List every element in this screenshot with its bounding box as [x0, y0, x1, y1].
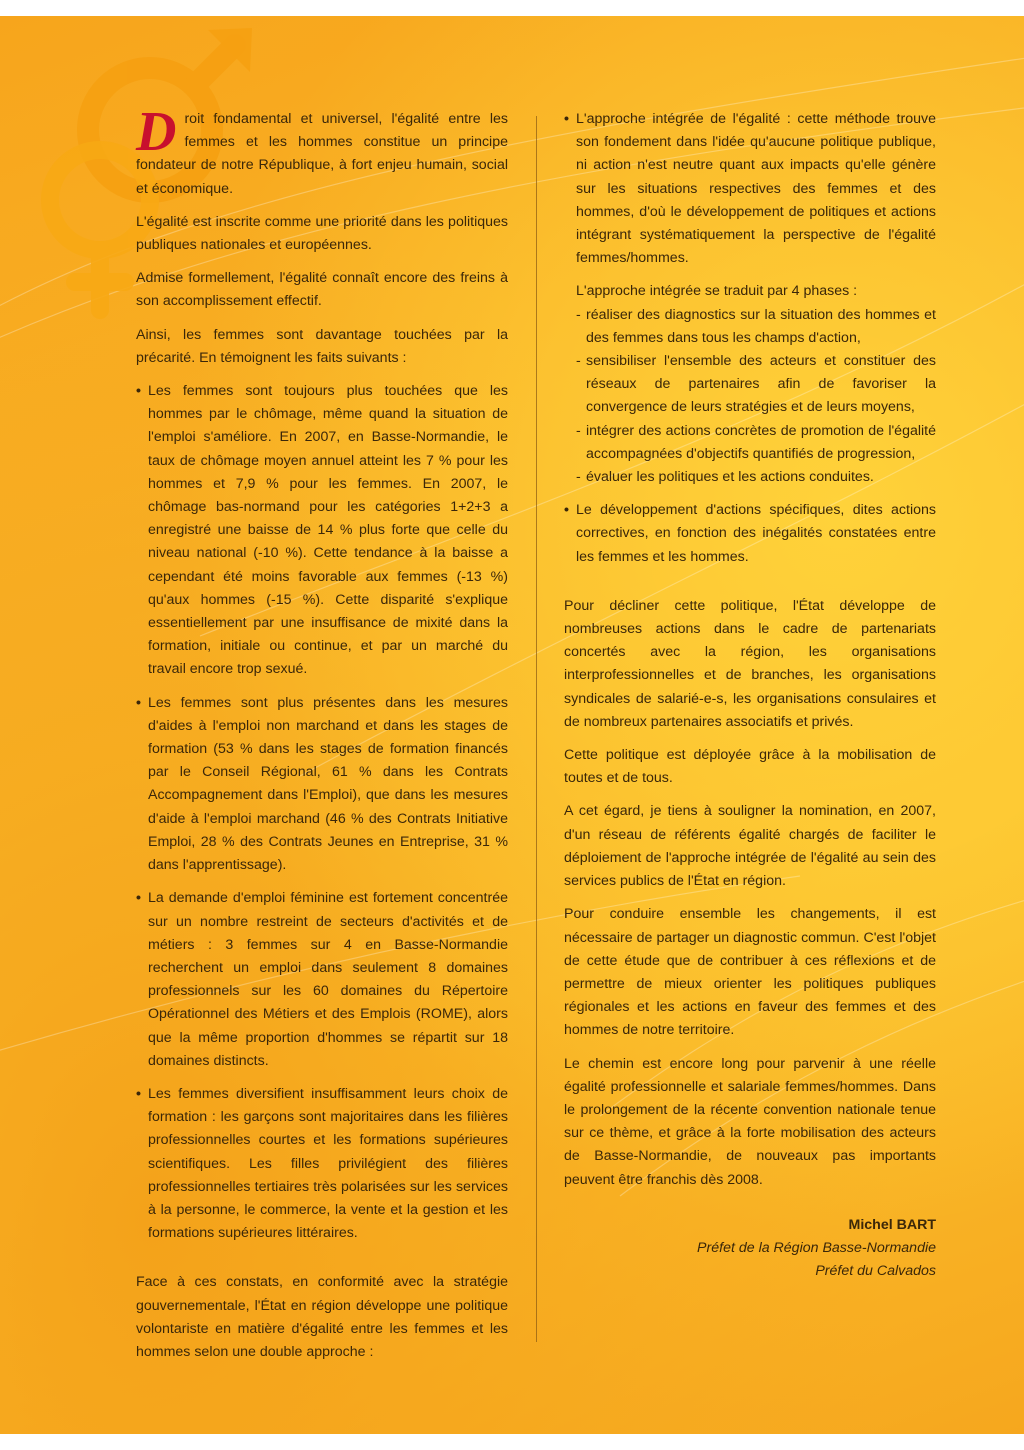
drop-cap: D [136, 101, 177, 163]
list-item: - intégrer des actions concrètes de promotion de l'égalité accompagnées d'objectifs quantifiés de progression, [564, 420, 936, 466]
column-divider [536, 116, 537, 1342]
paragraph-diagnostic: Pour conduire ensemble les changements, il est nécessaire de partager un diagnostic commun. C'est l'objet de cette étude que de contribuer à ces réflexions et de permettre de mieux orienter les politiques publiques régionales et les actions en faveur des femmes et des hommes de notre territoire. [564, 906, 936, 1039]
bullet-integrated-approach: • L'approche intégrée de l'égalité : cette méthode trouve son fondement dans l'idée qu'aucune politique publique, ni action n'est neutre quant aux impacts qu'elle génère sur les situations respectives des femmes et des hommes, d'où le développement de politiques et actions intégrant systématiquement la perspective de l'égalité femmes/hommes. [564, 108, 936, 270]
right-column [564, 108, 936, 1283]
intro-paragraph [136, 101, 508, 201]
paragraph-double-approach: Face à ces constats, en conformité avec la stratégie gouvernementale, l'État en région développe une politique volontariste en matière d'égalité entre les femmes et les hommes selon une double approche : [136, 1274, 508, 1360]
list-item: - sensibiliser l'ensemble des acteurs et constituer des réseaux de partenaires afin de favoriser la convergence de leurs stratégies et de leurs moyens, [564, 350, 936, 420]
paragraph-road-ahead: Le chemin est encore long pour parvenir à une réelle égalité professionnelle et salariale femmes/hommes. Dans le prolongement de la récente convention nationale tenue sur ce thème, et grâce à la forte mobilisation des acteurs de Basse-Normandie, de nouveaux pas importants peuvent être franchis dès 2008. [564, 1055, 936, 1188]
paragraph-partnerships: Pour décliner cette politique, l'État développe de nombreuses actions dans le cadre de partenariats concertés avec la région, les organisations interprofessionnelles et de branches, les organisations syndicales de salarié-e-s, les organisations consulaires et de nombreux partenaires associatifs et privés. [564, 597, 936, 730]
page-background [0, 16, 1024, 1434]
intro-text: roit fondamental et universel, l'égalité entre les femmes et les hommes constitue un principe fondateur de notre République, à fort enjeu humain, social et économique. [136, 111, 508, 197]
bullet-employment-aid: • Les femmes sont plus présentes dans les mesures d'aides à l'emploi non marchand et dans les stages de formation (53 % dans les stages de formation financés par le Conseil Régional, 61 % dans les Contrats Accompagnement dans l'Emploi), que dans les mesures d'aide à l'emploi marchand (46 % des Contrats Initiative Emploi, 28 % des Contrats Jeunes en Entreprise, 31 % dans l'apprentissage). [136, 692, 508, 878]
paragraph-obstacles: Admise formellement, l'égalité connaît encore des freins à son accomplissement effectif. [136, 270, 508, 310]
bullet-unemployment: • Les femmes sont toujours plus touchées que les hommes par le chômage, même quand la situation de l'emploi s'améliore. En 2007, en Basse-Normandie, le taux de chômage moyen annuel atteint les 7 % pour les hommes et 7,9 % pour les femmes. En 2007, le chômage bas-normand pour les catégories 1+2+3 a enregistré une baisse de 14 % plus forte que celle du niveau national (-10 %). Cette tendance à la baisse a cependant été moins favorable aux femmes (-13 %) qu'aux hommes (-15 %). Cette disparité s'explique essentiellement par une insuffisance de mixité dans la formation, initiale ou continue, et par un marché du travail encore trop sexué. [136, 380, 508, 682]
bullet-specific-actions: • Le développement d'actions spécifiques, dites actions correctives, en fonction des inégalités constatées entre les femmes et les hommes. [564, 499, 936, 569]
signature-title-department: Préfet du Calvados [815, 1263, 936, 1280]
paragraph-mobilisation: Cette politique est déployée grâce à la mobilisation de toutes et de tous. [564, 747, 936, 787]
signature-title-region: Préfet de la Région Basse-Normandie [697, 1239, 936, 1256]
bullet-job-demand: • La demande d'emploi féminine est fortement concentrée sur un nombre restreint de secteurs d'activités et de métiers : 3 femmes sur 4 en Basse-Normandie recherchent un emploi dans seulement 8 domaines professionnels sur les 60 domaines du Répertoire Opérationnel des Métiers et des Emplois (ROME), alors que la même proportion d'hommes se répartit sur 18 domaines distincts. [136, 887, 508, 1073]
signature-block [564, 1214, 936, 1284]
signature-name: Michel BART [848, 1216, 936, 1233]
left-column [136, 101, 508, 1374]
list-item: - réaliser des diagnostics sur la situation des hommes et des femmes dans tous les champs d'action, [564, 304, 936, 350]
bullet-training-choices: • Les femmes diversifient insuffisamment leurs choix de formation : les garçons sont majoritaires dans les filières professionnelles courtes et les formations supérieures scientifiques. Les filles privilégient des filières professionnelles tertiaires très polarisées sur les services à la personne, le commerce, la vente et la gestion et les formations supérieures littéraires. [136, 1083, 508, 1245]
list-item: - évaluer les politiques et les actions conduites. [564, 466, 936, 489]
paragraph-priority: L'égalité est inscrite comme une priorité dans les politiques publiques nationales et européennes. [136, 213, 508, 254]
phases-list [564, 304, 936, 490]
phases-intro: L'approche intégrée se traduit par 4 phases : [576, 283, 858, 300]
paragraph-referents: A cet égard, je tiens à souligner la nomination, en 2007, d'un réseau de référents égalité chargés de faciliter le déploiement de l'approche intégrée de l'égalité au sein des services publics de l'État en région. [564, 803, 936, 890]
paragraph-precarity: Ainsi, les femmes sont davantage touchées par la précarité. En témoignent les faits suivants : [136, 326, 508, 366]
